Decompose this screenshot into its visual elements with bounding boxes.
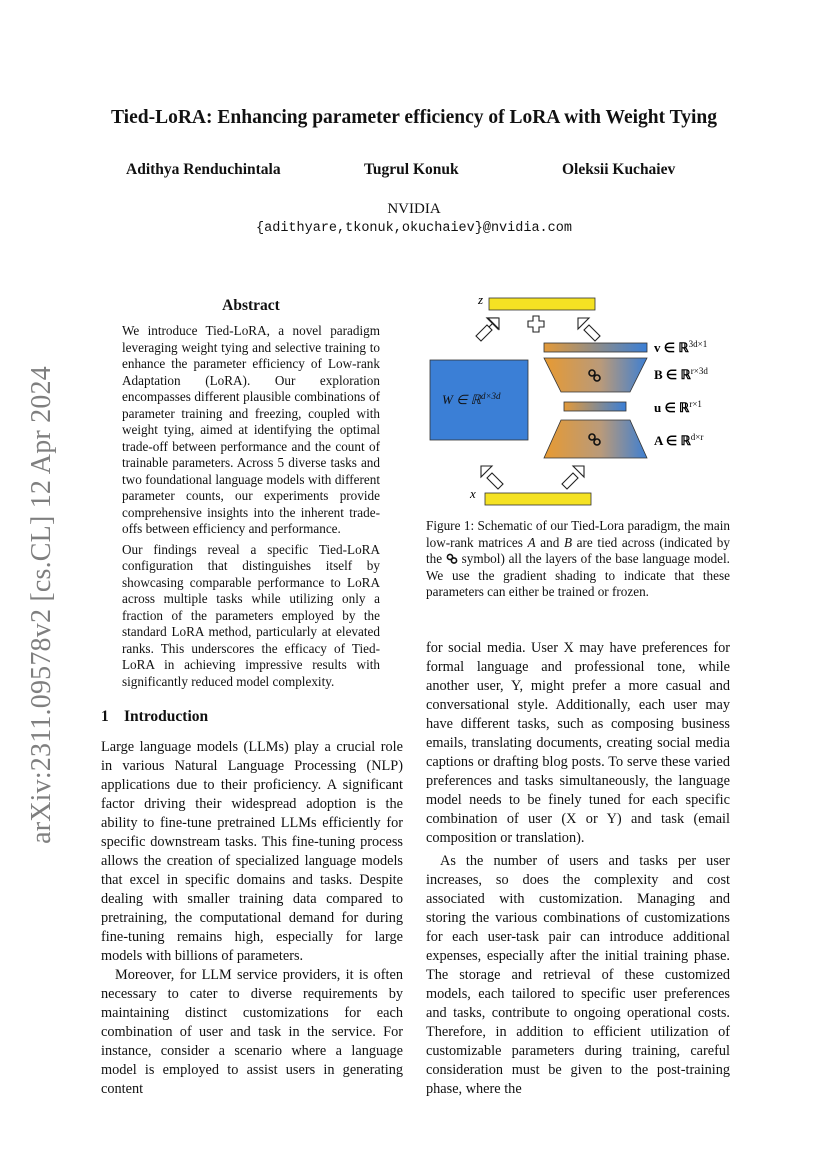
section-heading-introduction bbox=[101, 708, 208, 726]
figure-1-schematic bbox=[426, 288, 736, 513]
intro-paragraph-4: As the number of users and tasks per user increases, so does the complexity and cost associated with customization. Managing and storing the various combinations of customizations for each user-task pair can introduce additional expenses, especially after the initial training phase. The storage and retrieval of these customized models, each tailored to specific user preferences and tasks, contribute to ongoing operational costs. Therefore, in addition to efficient utilization of customizable parameters during training, careful consideration must be given to the post-training phase, where the bbox=[426, 853, 730, 1097]
paper-title: Tied-LoRA: Enhancing parameter efficiency of LoRA with Weight Tying bbox=[111, 107, 717, 128]
label-u: u ∈ ℝ$^{r\times 1}$ bbox=[654, 399, 702, 415]
label-B: B ∈ ℝ$^{r\times 3d}$ bbox=[654, 366, 708, 382]
label-x: x bbox=[470, 486, 476, 501]
vector-v-bar bbox=[544, 343, 647, 352]
author-3: Oleksii Kuchaiev bbox=[562, 161, 676, 178]
abstract-paragraph-1: We introduce Tied-LoRA, a novel paradigm leveraging weight tying and selective training to enhance the parameter efficiency of Low-rank Adaptation (LoRA). Our exploration encompasses different plausible combinations of parameter training and freezing, coupled with weight tying, aimed at identifying the optimal trade-off between performance and the count of trainable parameters. Across 5 diverse tasks and two foundational language models with different parameter counts, our experiments provide comprehensive insights into the inherent trade-offs between efficiency and performance. bbox=[122, 323, 380, 536]
section-number: 1 bbox=[101, 708, 109, 725]
label-z: z bbox=[478, 292, 484, 307]
caption-part: are tied across (indicated by the bbox=[426, 534, 730, 566]
intro-paragraph-2: Moreover, for LLM service providers, it is often necessary to cater to diverse requirements by maintaining distinct customizations for each combination of user and task in the service. For instance, consider a scenario where a language model is employed to assist users in generating content bbox=[101, 967, 403, 1097]
author-emails: {adithyare,tkonuk,okuchaiev}@nvidia.com bbox=[256, 221, 572, 236]
vector-u-bar bbox=[564, 402, 626, 411]
caption-var-b: B bbox=[563, 534, 573, 550]
label-v: v ∈ ℝ$^{3d\times 1}$ bbox=[654, 339, 708, 355]
arrow-up-left-icon bbox=[481, 466, 503, 489]
arrow-up-left-icon bbox=[476, 318, 499, 341]
arrow-up-right-icon bbox=[562, 466, 584, 489]
intro-paragraph-3: for social media. User X may have preferences for formal language and professional tone, while another user, Y, might prefer a more casual and conversational style. Additionally, each user may have different tasks, such as composing business emails, translating documents, creating social media captions or drafting blog posts. To serve these varied preferences and tasks simultaneously, the language model needs to be finely tuned for each specific combination of user (X or Y) and task (email composition or translation). bbox=[426, 640, 730, 846]
figure-1-caption bbox=[426, 518, 730, 601]
arxiv-sidebar-stamp bbox=[22, 365, 62, 845]
caption-part: symbol) all the layers of the base language model. We use the gradient shading to indicate that these parameters can either be trained or frozen. bbox=[426, 551, 730, 599]
caption-part: Figure 1: Schematic of our Tied-Lora paradigm, the main low-rank matrices bbox=[426, 518, 730, 550]
output-z-bar bbox=[489, 298, 595, 310]
abstract-heading: Abstract bbox=[222, 297, 280, 314]
arrow-up-right-icon bbox=[578, 318, 600, 341]
input-x-bar bbox=[485, 493, 591, 505]
caption-part: and bbox=[535, 534, 564, 550]
abstract-paragraph-2: Our findings reveal a specific Tied-LoRA configuration that distinguishes itself by showcasing comparable performance to LoRA across multiple tasks while utilizing only a fraction of the parameters employed by the standard LoRA method, particularly at elevated ranks. This underscores the efficacy of Tied-LoRA in achieving impressive results with significantly reduced model complexity. bbox=[122, 541, 380, 689]
caption-var-a: A bbox=[527, 534, 536, 550]
right-column-body bbox=[426, 639, 730, 1099]
label-A: A ∈ ℝ$^{d\times r}$ bbox=[654, 432, 704, 448]
author-1: Adithya Renduchintala bbox=[126, 161, 281, 178]
plus-icon bbox=[528, 316, 544, 332]
affiliation: NVIDIA bbox=[387, 201, 441, 217]
tied-link-icon bbox=[446, 553, 458, 564]
left-column-body bbox=[101, 738, 403, 1099]
author-2: Tugrul Konuk bbox=[364, 161, 459, 178]
section-title: Introduction bbox=[124, 708, 209, 725]
arxiv-identifier: arXiv:2311.09578v2 [cs.CL] 12 Apr 2024 bbox=[26, 366, 57, 844]
label-W: W ∈ ℝ$^{d\times 3d}$ bbox=[442, 391, 501, 407]
abstract-body bbox=[122, 323, 380, 690]
intro-paragraph-1: Large language models (LLMs) play a crucial role in various Natural Language Processing (NLP) applications due to their proficiency. A significant factor driving their widespread adoption is the ability to fine-tune pretrained LLMs efficiently for specific downstream tasks. This fine-tuning process allows the creation of specialized language models that excel in specific domains and tasks. Despite dealing with smaller training data compared to pretraining, the computational demand for during fine-tuning remains high, especially for large models with billions of parameters. bbox=[101, 739, 403, 964]
